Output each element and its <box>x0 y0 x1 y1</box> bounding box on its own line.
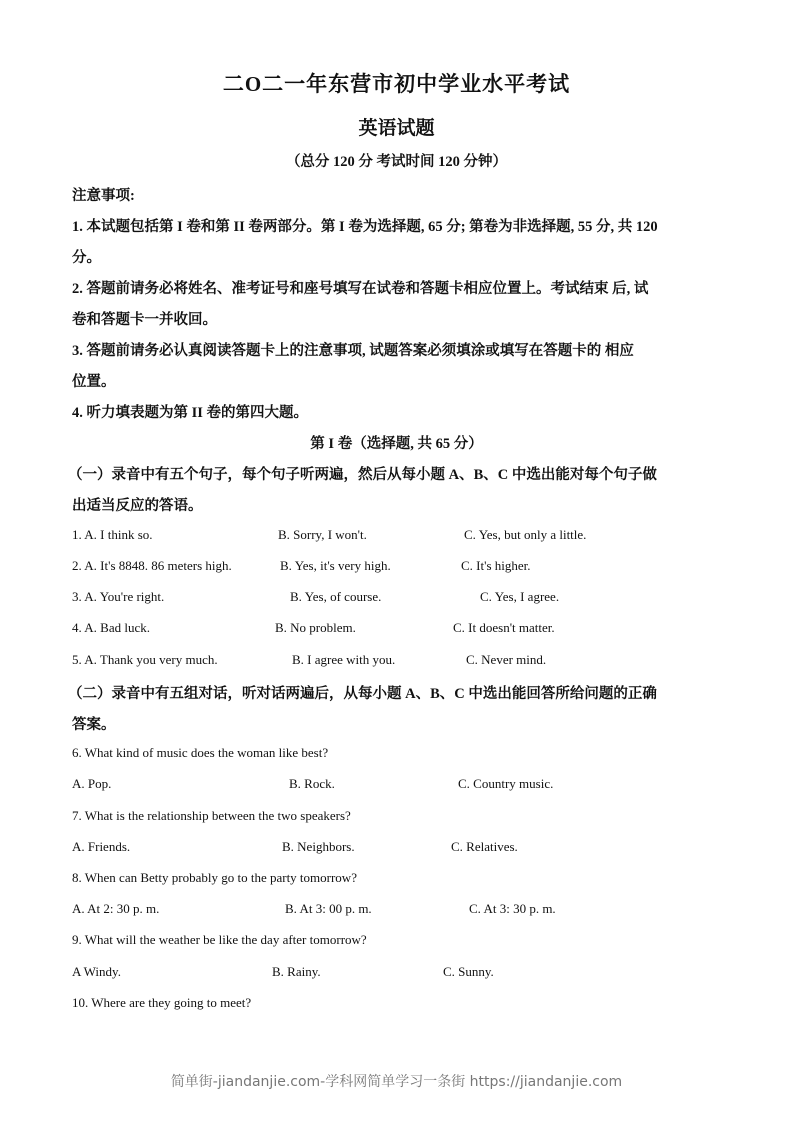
option-a: A Windy. <box>72 964 121 979</box>
section2-instruction: （二）录音中有五组对话，听对话两遍后，从每小题 A、B、C 中选出能回答所给问题的正确 <box>68 686 657 702</box>
exam-info: （总分 120 分 考试时间 120 分钟） <box>285 154 508 170</box>
notice-line: 2. 答题前请务必将姓名、准考证号和座号填写在试卷和答题卡相应位置上。考试结束 后, 试 <box>72 281 649 297</box>
option-a: A. Friends. <box>72 839 131 854</box>
notice-line: 4. 听力填表题为第 II 卷的第四大题。 <box>72 405 309 421</box>
option-a: A. Pop. <box>72 776 112 791</box>
question-text: 6. What kind of music does the woman like best? <box>72 745 329 760</box>
question-text: 8. When can Betty probably go to the party tomorrow? <box>72 870 357 885</box>
notice-line: 3. 答题前请务必认真阅读答题卡上的注意事项, 试题答案必须填涂或填写在答题卡的 相应 <box>72 343 634 359</box>
notice-heading: 注意事项: <box>72 188 135 204</box>
exam-subtitle: 英语试题 <box>358 118 435 139</box>
option-c: C. Yes, I agree. <box>480 589 560 604</box>
option-c: C. Country music. <box>458 776 554 791</box>
option-a: 2. A. It's 8848. 86 meters high. <box>72 558 232 573</box>
option-b: B. Yes, it's very high. <box>280 558 391 573</box>
question-text: 7. What is the relationship between the two speakers? <box>72 808 351 823</box>
option-a: 1. A. I think so. <box>72 527 153 542</box>
option-b: B. I agree with you. <box>292 652 396 667</box>
option-a: A. At 2: 30 p. m. <box>72 901 160 916</box>
option-c: C. At 3: 30 p. m. <box>469 901 556 916</box>
option-b: B. No problem. <box>275 620 356 635</box>
option-a: 5. A. Thank you very much. <box>72 652 218 667</box>
section2-instruction: 答案。 <box>72 717 116 733</box>
option-b: B. Yes, of course. <box>290 589 382 604</box>
notice-line: 分。 <box>72 250 101 266</box>
option-a: 4. A. Bad luck. <box>72 620 150 635</box>
notice-line: 位置。 <box>72 374 116 390</box>
exam-title: 二O二一年东营市初中学业水平考试 <box>222 72 571 96</box>
option-c: C. It doesn't matter. <box>453 620 555 635</box>
section1-instruction: 出适当反应的答语。 <box>72 498 203 514</box>
option-c: C. Yes, but only a little. <box>464 527 587 542</box>
footer-watermark: 简单街-jiandanjie.com-学科网简单学习一条街 https://jiandanjie.com <box>170 1074 623 1090</box>
part1-heading: 第 I 卷（选择题, 共 65 分） <box>310 436 483 452</box>
option-a: 3. A. You're right. <box>72 589 165 604</box>
notice-line: 卷和答题卡一并收回。 <box>72 312 217 328</box>
notice-line: 1. 本试题包括第 I 卷和第 II 卷两部分。第 I 卷为选择题, 65 分; 第卷为非选择题, 55 分, 共 120 <box>72 219 658 235</box>
question-text: 10. Where are they going to meet? <box>72 995 252 1010</box>
option-b: B. Rock. <box>289 776 335 791</box>
option-b: B. At 3: 00 p. m. <box>285 901 372 916</box>
option-c: C. It's higher. <box>461 558 531 573</box>
option-c: C. Sunny. <box>443 964 494 979</box>
question-text: 9. What will the weather be like the day after tomorrow? <box>72 932 367 947</box>
option-b: B. Neighbors. <box>282 839 355 854</box>
option-b: B. Sorry, I won't. <box>278 527 367 542</box>
option-b: B. Rainy. <box>272 964 321 979</box>
section1-instruction: （一）录音中有五个句子，每个句子听两遍，然后从每小题 A、B、C 中选出能对每个句子做 <box>68 467 657 483</box>
option-c: C. Relatives. <box>451 839 518 854</box>
option-c: C. Never mind. <box>466 652 547 667</box>
